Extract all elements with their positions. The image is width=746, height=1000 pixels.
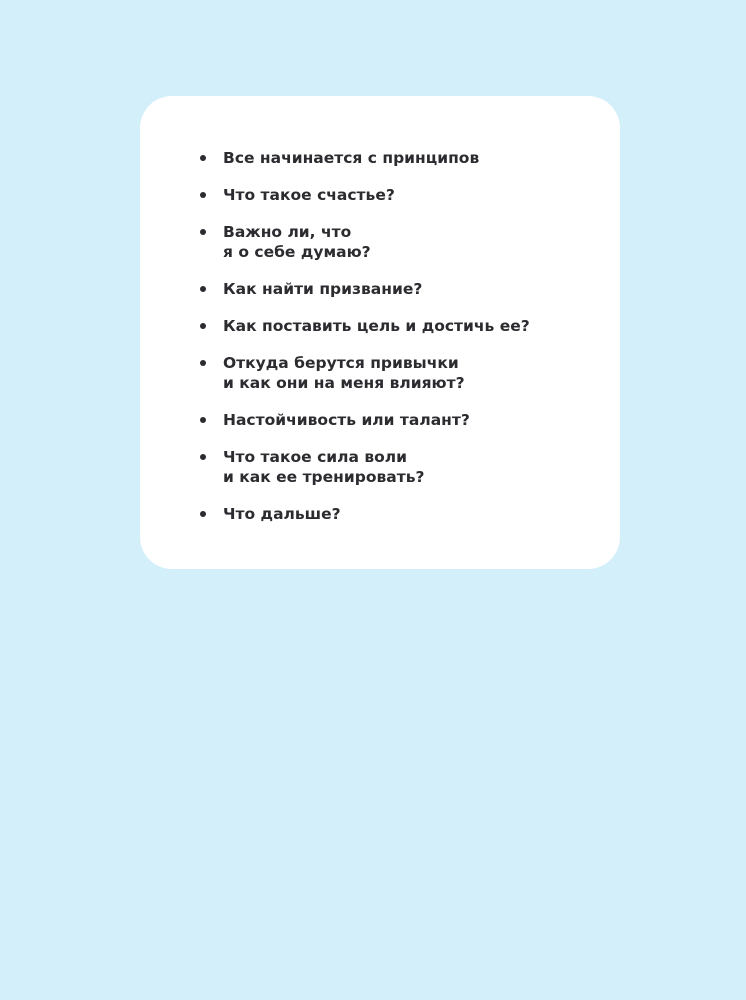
list-item-text: Что такое сила воли [223,448,408,466]
list-item-text: Как поставить цель и достичь ее? [223,317,530,335]
contents-list [200,148,600,541]
list-item [200,222,600,262]
list-item-text: Все начинается с принципов [223,149,480,167]
list-item [200,504,600,524]
list-item [200,447,600,487]
list-item-text: Что дальше? [223,505,341,523]
list-item-text: Как найти призвание? [223,280,423,298]
list-item [200,185,600,205]
bullet-icon [200,511,206,517]
list-item-text: Важно ли, что [223,223,352,241]
bullet-icon [200,229,206,235]
list-item [200,279,600,299]
list-item-text: Что такое счастье? [223,186,395,204]
bullet-icon [200,360,206,366]
list-item-text: и как ее тренировать? [223,468,425,486]
bullet-icon [200,417,206,423]
bullet-icon [200,286,206,292]
list-item [200,148,600,168]
list-item-text: я о себе думаю? [223,243,371,261]
list-item [200,316,600,336]
bullet-icon [200,192,206,198]
list-item [200,353,600,393]
list-item-text: Откуда берутся привычки [223,354,459,372]
bullet-icon [200,155,206,161]
list-item [200,410,600,430]
contents-card [140,96,620,569]
bullet-icon [200,454,206,460]
list-item-text: Настойчивость или талант? [223,411,470,429]
bullet-icon [200,323,206,329]
list-item-text: и как они на меня влияют? [223,374,465,392]
